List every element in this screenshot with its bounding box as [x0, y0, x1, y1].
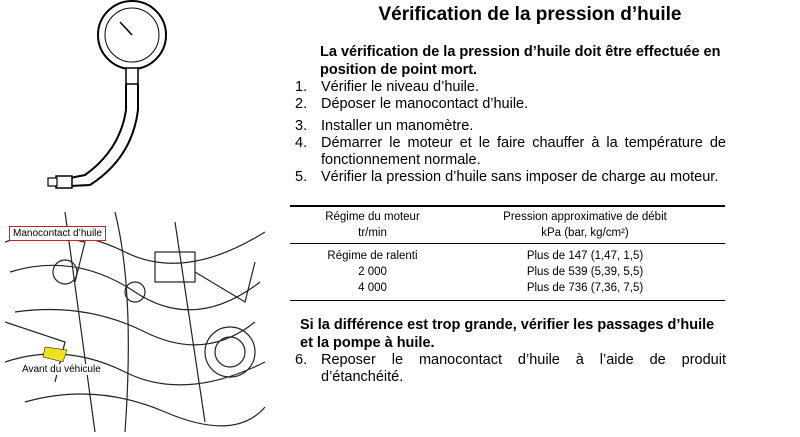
engine-illustration — [5, 212, 270, 432]
step-5 — [295, 169, 735, 203]
vehicle-front-label: Avant du véhicule — [22, 364, 101, 375]
step-2 — [295, 96, 735, 113]
table-cell-regime: Régime de ralenti — [327, 250, 418, 262]
page-title: Vérification de la pression d’huile — [378, 4, 682, 25]
table-cell-pression: Plus de 539 (5,39, 5,5) — [526, 266, 644, 278]
pressure-gauge-illustration — [40, 0, 180, 200]
step-3 — [295, 118, 735, 135]
header-regime: Régime du moteur — [325, 211, 420, 223]
step-number: 4. — [295, 135, 308, 151]
step-text: Installer un manomètre. — [321, 118, 474, 134]
header-pression: Pression approximative de débit — [503, 211, 667, 223]
table-bottom-rule — [290, 300, 725, 301]
manocontact-label: Manocontact d’huile — [9, 226, 106, 241]
step-text: Reposer le manocontact d’huile à l’aide de produit d’étanchéité. — [321, 352, 726, 385]
header-pression-unit: kPa (bar, kg/cm²) — [541, 227, 629, 239]
step-number: 6. — [295, 352, 308, 368]
table-cell-pression: Plus de 147 (1,47, 1,5) — [526, 250, 644, 262]
table-cell-regime: 2 000 — [358, 266, 387, 278]
table-top-rule — [290, 205, 725, 207]
intro-note: La vérification de la pression d’huile doit être effectuée en position de point mort. — [320, 44, 721, 78]
pressure-table — [290, 203, 725, 303]
step-6 — [295, 352, 735, 386]
step-4 — [295, 135, 735, 169]
table-cell-pression: Plus de 736 (7,36, 7,5) — [526, 282, 644, 294]
step-text: Démarrer le moteur et le faire chauffer à la température de fonctionnement normale. — [321, 135, 726, 168]
step-text: Vérifier la pression d’huile sans imposer de charge au moteur. — [321, 169, 719, 185]
step-number: 1. — [295, 79, 308, 95]
step-text: Déposer le manocontact d’huile. — [321, 96, 529, 112]
warning-note: Si la différence est trop grande, vérifier les passages d’huile et la pompe à huile. — [300, 317, 715, 351]
table-cell-regime: 4 000 — [358, 282, 387, 294]
step-number: 5. — [295, 169, 308, 185]
step-text: Vérifier le niveau d’huile. — [321, 79, 479, 95]
header-regime-unit: tr/min — [358, 227, 387, 239]
table-header-rule — [290, 243, 725, 244]
step-1 — [295, 79, 735, 96]
step-number: 3. — [295, 118, 308, 134]
step-number: 2. — [295, 96, 308, 112]
